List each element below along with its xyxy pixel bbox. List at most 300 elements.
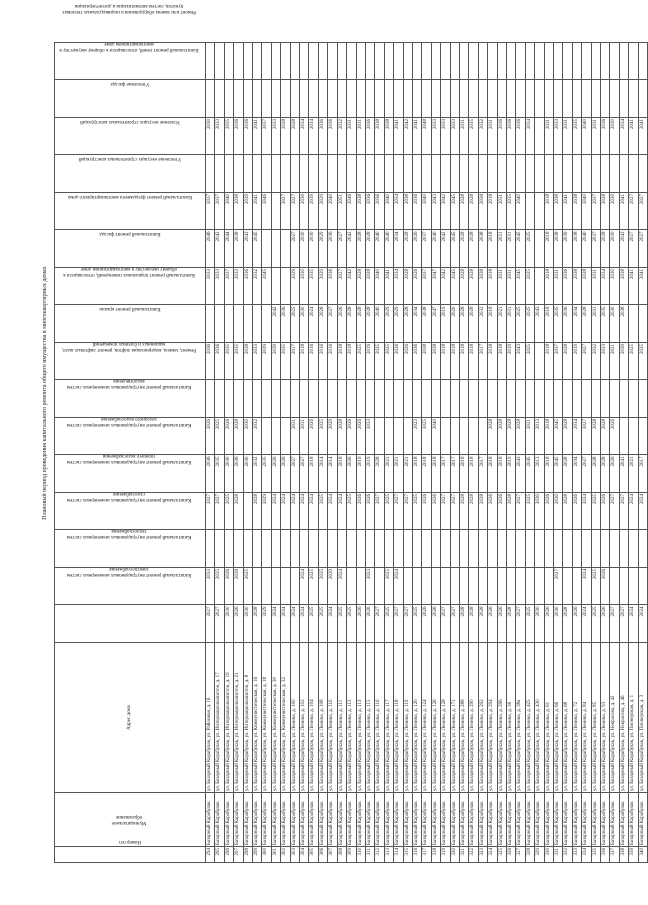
row-year-cell: 2042 (347, 230, 356, 268)
row-year-cell: 2018 (412, 455, 421, 493)
row-year-cell: 2026 (356, 417, 365, 455)
row-year-cell (375, 42, 384, 80)
row-year-cell: 2029 (262, 492, 271, 530)
row-year-cell (478, 530, 487, 568)
table-row (535, 42, 544, 862)
row-year-cell: 2018 (422, 455, 431, 493)
row-year-cell: 2026 (572, 605, 581, 643)
row-number: 319 (441, 846, 450, 862)
row-year-cell (431, 530, 440, 568)
row-year-cell: 2030 (535, 492, 544, 530)
row-year-cell: 2041 (629, 117, 638, 155)
row-year-cell: 2051 (337, 192, 346, 230)
header-col-10: Капитальный ремонт фасада (55, 267, 206, 305)
row-year-cell (488, 80, 497, 118)
row-year-cell: 2026 (572, 492, 581, 530)
row-year-cell: 2028 (478, 492, 487, 530)
row-number: 336 (601, 846, 610, 862)
row-year-cell: 2032 (253, 417, 262, 455)
row-year-cell: 2030 (610, 117, 619, 155)
row-year-cell (403, 380, 412, 418)
row-year-cell (243, 305, 252, 343)
row-year-cell (356, 155, 365, 193)
row-year-cell: 2027 (610, 492, 619, 530)
row-year-cell: 2034 (412, 305, 421, 343)
row-municipality: Базарный Карабулак (337, 792, 346, 846)
row-year-cell (478, 155, 487, 193)
row-year-cell (365, 155, 374, 193)
row-year-cell (572, 80, 581, 118)
row-year-cell (619, 42, 628, 80)
row-municipality: Базарный Карабулак (478, 792, 487, 846)
row-year-cell (544, 155, 553, 193)
row-year-cell (318, 380, 327, 418)
row-municipality: Базарный Карабулак (488, 792, 497, 846)
row-year-cell (638, 155, 647, 193)
row-year-cell: 2027 (629, 192, 638, 230)
row-year-cell (572, 530, 581, 568)
row-year-cell (507, 80, 516, 118)
row-year-cell (375, 155, 384, 193)
row-year-cell (544, 80, 553, 118)
row-year-cell: 2018 (337, 455, 346, 493)
row-year-cell: 2028 (591, 455, 600, 493)
row-year-cell: 2025 (516, 305, 525, 343)
row-year-cell: 2027 (290, 230, 299, 268)
row-year-cell: 2025 (384, 567, 393, 605)
row-year-cell (318, 80, 327, 118)
row-municipality: Базарный Карабулак (507, 792, 516, 846)
row-year-cell (582, 80, 591, 118)
row-year-cell: 2032 (478, 305, 487, 343)
row-year-cell: 2028 (318, 305, 327, 343)
row-year-cell: 2028 (459, 267, 468, 305)
row-year-cell (469, 567, 478, 605)
row-year-cell (638, 530, 647, 568)
row-year-cell: 2024 (638, 492, 647, 530)
row-municipality: Базарный Карабулак (572, 792, 581, 846)
row-address: ул. Базарный Карабулак, ул. Ленина, д. 425 (525, 642, 534, 792)
row-year-cell: 2043 (243, 230, 252, 268)
row-year-cell (431, 567, 440, 605)
row-year-cell (281, 230, 290, 268)
row-year-cell: 2027 (582, 455, 591, 493)
row-year-cell: 2046 (347, 192, 356, 230)
row-year-cell (441, 417, 450, 455)
row-year-cell (262, 305, 271, 343)
row-year-cell (215, 155, 224, 193)
row-year-cell: 2034 (572, 417, 581, 455)
table-row (441, 42, 450, 862)
row-year-cell: 2025 (384, 605, 393, 643)
row-year-cell: 2027 (441, 605, 450, 643)
row-year-cell (206, 80, 215, 118)
row-year-cell (554, 530, 563, 568)
row-year-cell: 2046 (206, 230, 215, 268)
row-year-cell (224, 80, 233, 118)
row-year-cell: 2027 (619, 492, 628, 530)
row-year-cell: 2041 (619, 455, 628, 493)
table-row (554, 42, 563, 862)
row-year-cell: 2027 (394, 605, 403, 643)
row-year-cell: 2039 (619, 342, 628, 380)
rotated-sheet (40, 3, 645, 863)
row-year-cell: 2025 (525, 605, 534, 643)
row-address: ул. Базарный Карабулак, ул. Ленина, д. 61 (544, 642, 553, 792)
row-municipality: Базарный Карабулак (638, 792, 647, 846)
row-year-cell: 2036 (234, 455, 243, 493)
row-year-cell: 2038 (422, 342, 431, 380)
row-year-cell: 2025 (591, 492, 600, 530)
row-year-cell: 2029 (328, 417, 337, 455)
row-year-cell: 2037 (262, 117, 271, 155)
row-municipality: Базарный Карабулак (535, 792, 544, 846)
row-year-cell (619, 530, 628, 568)
row-year-cell (281, 42, 290, 80)
row-year-cell (262, 80, 271, 118)
row-year-cell: 2026 (309, 417, 318, 455)
row-year-cell: 2018 (488, 305, 497, 343)
header-col-15: Капитальный ремонт печей, относящихся к общему имуществу в многоквартирном доме (55, 80, 206, 118)
row-year-cell (356, 380, 365, 418)
row-year-cell: 2030 (243, 605, 252, 643)
row-address: ул. Базарный Карабулак, ул. Ленина, д. 290 (469, 642, 478, 792)
row-year-cell (488, 380, 497, 418)
row-address: ул. Базарный Карабулак, ул. Интернационалистов, д. 8 (243, 642, 252, 792)
row-year-cell (412, 530, 421, 568)
row-year-cell: 2037 (591, 192, 600, 230)
row-year-cell: 2040 (431, 230, 440, 268)
row-municipality: Базарный Карабулак (384, 792, 393, 846)
row-year-cell (309, 380, 318, 418)
row-municipality: Базарный Карабулак (563, 792, 572, 846)
row-year-cell (347, 80, 356, 118)
table-row (234, 42, 243, 862)
row-year-cell: 2033 (215, 267, 224, 305)
row-year-cell (629, 80, 638, 118)
row-year-cell (544, 42, 553, 80)
row-number: 330 (544, 846, 553, 862)
row-year-cell: 2038 (234, 230, 243, 268)
row-year-cell: 2024 (394, 567, 403, 605)
row-number: 318 (431, 846, 440, 862)
row-year-cell: 2043 (535, 305, 544, 343)
row-year-cell: 2033 (234, 267, 243, 305)
row-year-cell (224, 155, 233, 193)
row-year-cell (403, 567, 412, 605)
table-row (347, 42, 356, 862)
row-year-cell (431, 380, 440, 418)
row-year-cell (394, 80, 403, 118)
row-year-cell: 2027 (450, 492, 459, 530)
row-year-cell (290, 567, 299, 605)
row-year-cell: 2019 (365, 342, 374, 380)
row-year-cell: 2026 (403, 342, 412, 380)
table-row (206, 42, 215, 862)
row-year-cell: 2014 (318, 455, 327, 493)
row-year-cell: 2029 (328, 567, 337, 605)
row-number: 325 (497, 846, 506, 862)
row-year-cell (337, 530, 346, 568)
row-year-cell (431, 42, 440, 80)
row-municipality: Базарный Карабулак (441, 792, 450, 846)
row-year-cell: 2027 (610, 605, 619, 643)
row-year-cell: 2032 (478, 117, 487, 155)
row-year-cell: 2018 (450, 342, 459, 380)
row-year-cell: 2026 (422, 605, 431, 643)
table-row (422, 42, 431, 862)
row-year-cell: 2036 (328, 117, 337, 155)
row-year-cell (582, 530, 591, 568)
row-year-cell: 2018 (497, 455, 506, 493)
row-year-cell: 2026 (601, 567, 610, 605)
row-year-cell: 2018 (488, 455, 497, 493)
row-year-cell: 2027 (582, 342, 591, 380)
row-year-cell (290, 530, 299, 568)
row-year-cell: 2030 (300, 230, 309, 268)
row-year-cell: 2028 (488, 417, 497, 455)
row-year-cell: 2028 (337, 417, 346, 455)
row-address: ул. Базарный Карабулак, ул. Ленина, д. 292 (478, 642, 487, 792)
row-year-cell: 2037 (591, 230, 600, 268)
row-year-cell: 2027 (629, 230, 638, 268)
table-row (431, 42, 440, 862)
row-number: 326 (507, 846, 516, 862)
row-year-cell (497, 380, 506, 418)
row-number: 301 (271, 846, 280, 862)
row-year-cell (459, 42, 468, 80)
row-year-cell (337, 155, 346, 193)
row-municipality: Базарный Карабулак (215, 792, 224, 846)
row-year-cell: 2017 (441, 455, 450, 493)
row-year-cell (572, 567, 581, 605)
row-municipality: Базарный Карабулак (234, 792, 243, 846)
row-year-cell: 2039 (243, 192, 252, 230)
row-municipality: Базарный Карабулак (347, 792, 356, 846)
row-year-cell: 2034 (309, 117, 318, 155)
row-year-cell (563, 380, 572, 418)
row-year-cell: 2028 (601, 417, 610, 455)
row-year-cell: 2041 (412, 117, 421, 155)
row-year-cell: 2036 (516, 117, 525, 155)
row-year-cell: 2038 (619, 267, 628, 305)
row-year-cell (234, 530, 243, 568)
row-number: 324 (488, 846, 497, 862)
row-year-cell: 2028 (601, 192, 610, 230)
row-year-cell (535, 80, 544, 118)
table-row (544, 42, 553, 862)
row-year-cell (422, 42, 431, 80)
table-row (497, 42, 506, 862)
row-year-cell: 2024 (281, 492, 290, 530)
row-year-cell: 2025 (525, 267, 534, 305)
row-year-cell: 2027 (337, 267, 346, 305)
row-year-cell (610, 80, 619, 118)
row-year-cell: 2028 (469, 192, 478, 230)
row-year-cell: 2033 (450, 117, 459, 155)
row-year-cell: 2024 (271, 492, 280, 530)
row-year-cell: 2025 (337, 605, 346, 643)
row-year-cell (459, 80, 468, 118)
row-address: ул. Базарный Карабулак, ул. Интернационалистов, д. 19 (224, 642, 233, 792)
row-year-cell: 2024 (582, 492, 591, 530)
row-municipality: Базарный Карабулак (554, 792, 563, 846)
row-year-cell: 2036 (365, 192, 374, 230)
row-year-cell (591, 42, 600, 80)
row-year-cell (507, 530, 516, 568)
row-year-cell: 2029 (290, 267, 299, 305)
row-year-cell (525, 567, 534, 605)
row-year-cell: 2042 (403, 117, 412, 155)
row-year-cell (441, 80, 450, 118)
row-year-cell: 2024 (337, 492, 346, 530)
row-year-cell (394, 380, 403, 418)
row-year-cell: 2019 (365, 455, 374, 493)
row-year-cell: 2040 (582, 117, 591, 155)
table-row (337, 42, 346, 862)
row-year-cell (535, 192, 544, 230)
table-row (403, 42, 412, 862)
row-year-cell: 2028 (234, 417, 243, 455)
row-year-cell: 2028 (253, 492, 262, 530)
table-row (262, 42, 271, 862)
row-year-cell: 2021 (403, 455, 412, 493)
row-year-cell: 2045 (450, 192, 459, 230)
row-year-cell (422, 380, 431, 418)
row-year-cell: 2034 (572, 455, 581, 493)
row-number: 321 (459, 846, 468, 862)
row-year-cell: 2028 (563, 492, 572, 530)
row-year-cell (337, 380, 346, 418)
row-year-cell: 2036 (601, 117, 610, 155)
table-row (281, 42, 290, 862)
row-year-cell (478, 417, 487, 455)
row-year-cell: 2018 (544, 267, 553, 305)
row-year-cell (535, 42, 544, 80)
row-year-cell: 2042 (441, 267, 450, 305)
row-year-cell (365, 380, 374, 418)
row-year-cell: 2029 (262, 605, 271, 643)
row-year-cell (619, 80, 628, 118)
header-col-1: Капитальный ремонт внутридомовых инженерных систем электроснабжения (55, 605, 206, 643)
row-year-cell: 2019 (507, 342, 516, 380)
row-municipality: Базарный Карабулак (450, 792, 459, 846)
row-address: ул. Базарный Карабулак, ул. Ленина, д. 68 (563, 642, 572, 792)
row-year-cell: 2024 (271, 605, 280, 643)
row-year-cell: 2018 (544, 342, 553, 380)
row-year-cell: 2030 (243, 455, 252, 493)
row-number: 338 (619, 846, 628, 862)
row-year-cell: 2037 (554, 342, 563, 380)
row-year-cell (300, 155, 309, 193)
row-year-cell (337, 80, 346, 118)
row-year-cell: 2024 (281, 605, 290, 643)
row-year-cell: 2037 (206, 192, 215, 230)
row-year-cell (271, 380, 280, 418)
row-number: 328 (525, 846, 534, 862)
row-year-cell: 2028 (403, 230, 412, 268)
row-year-cell (347, 155, 356, 193)
row-year-cell (328, 380, 337, 418)
row-year-cell (450, 567, 459, 605)
row-municipality: Базарный Карабулак (582, 792, 591, 846)
row-address: ул. Базарный Карабулак, ул. Пионерская, д. 3 (638, 642, 647, 792)
row-year-cell: 2036 (281, 305, 290, 343)
row-year-cell: 2038 (478, 192, 487, 230)
row-number: 331 (554, 846, 563, 862)
row-year-cell (516, 380, 525, 418)
row-year-cell (215, 80, 224, 118)
table-row (253, 42, 262, 862)
row-year-cell: 2018 (497, 342, 506, 380)
row-year-cell: 2027 (554, 567, 563, 605)
row-year-cell (554, 42, 563, 80)
row-year-cell: 2039 (262, 342, 271, 380)
row-year-cell: 2035 (215, 455, 224, 493)
row-year-cell: 2033 (365, 417, 374, 455)
row-address: ул. Базарный Карабулак, ул. Ленина, д. 72 (572, 642, 581, 792)
row-year-cell: 2031 (591, 305, 600, 343)
row-year-cell: 2036 (375, 192, 384, 230)
row-year-cell: 2028 (507, 417, 516, 455)
row-year-cell (365, 42, 374, 80)
row-year-cell (563, 155, 572, 193)
row-year-cell: 2025 (591, 567, 600, 605)
row-year-cell (497, 155, 506, 193)
row-year-cell: 2027 (215, 492, 224, 530)
table-row (610, 42, 619, 862)
row-year-cell: 2030 (535, 605, 544, 643)
row-year-cell: 2036 (563, 305, 572, 343)
row-number: 329 (535, 846, 544, 862)
row-year-cell (281, 155, 290, 193)
row-year-cell (629, 380, 638, 418)
row-year-cell: 2040 (384, 230, 393, 268)
row-year-cell (328, 155, 337, 193)
header-address: Адрес дома (55, 642, 206, 792)
row-number: 308 (337, 846, 346, 862)
row-year-cell: 2034 (619, 117, 628, 155)
row-address: ул. Базарный Карабулак, ул. Коммунистическая, д. 32 (281, 642, 290, 792)
row-year-cell: 2025 (318, 492, 327, 530)
row-address: ул. Базарный Карабулак, ул. Ленина, д. 116 (375, 642, 384, 792)
row-year-cell (394, 530, 403, 568)
row-year-cell: 2030 (554, 605, 563, 643)
row-year-cell: 2028 (582, 267, 591, 305)
table-row (601, 42, 610, 862)
row-year-cell: 2034 (525, 117, 534, 155)
row-year-cell (281, 380, 290, 418)
row-year-cell: 2027 (328, 305, 337, 343)
row-number: 340 (638, 846, 647, 862)
row-number: 322 (469, 846, 478, 862)
row-year-cell: 2026 (412, 267, 421, 305)
row-year-cell (459, 567, 468, 605)
row-year-cell (253, 305, 262, 343)
header-col-4: Капитальный ремонт внутридомовых инженерных систем горячего водоснабжения (55, 492, 206, 530)
row-year-cell: 2025 (384, 342, 393, 380)
row-year-cell (497, 42, 506, 80)
row-year-cell: 2026 (394, 342, 403, 380)
row-year-cell: 2027 (516, 605, 525, 643)
row-year-cell (469, 42, 478, 80)
row-year-cell: 2041 (384, 267, 393, 305)
row-year-cell (262, 417, 271, 455)
row-year-cell: 2027 (582, 417, 591, 455)
row-year-cell (488, 567, 497, 605)
row-address: ул. Базарный Карабулак, ул. Коммунистическая, д. 16 (253, 642, 262, 792)
row-year-cell (318, 42, 327, 80)
